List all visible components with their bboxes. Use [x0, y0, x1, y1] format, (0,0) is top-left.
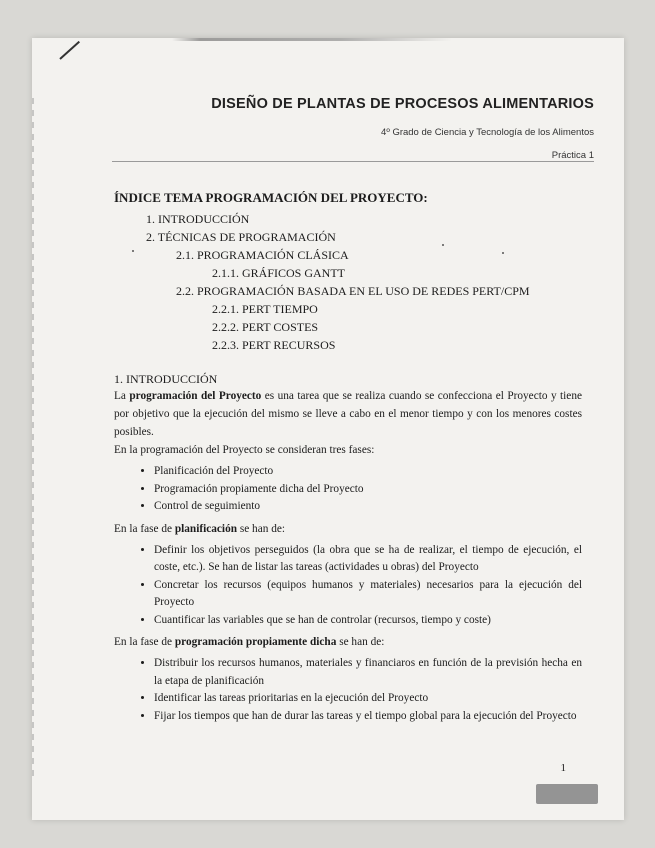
intro-paragraph: [114, 387, 582, 441]
scan-top-edge: [172, 38, 452, 41]
toc-item: 2. TÉCNICAS DE PROGRAMACIÓN: [146, 230, 336, 244]
programming-list: [114, 655, 582, 725]
planning-intro: [114, 520, 582, 538]
toc-item: 2.1. PROGRAMACIÓN CLÁSICA: [176, 248, 349, 262]
document-header: [211, 96, 594, 161]
course-title: DISEÑO DE PLANTAS DE PROCESOS ALIMENTARIOS: [211, 96, 594, 112]
list-item: • Definir los objetivos perseguidos (la obra que se ha de realizar, el tiempo de ejecución, el coste, etc.). Se han de listar las tareas (actividades u obras) del Proyecto: [154, 542, 582, 577]
document-page: [32, 38, 624, 820]
header-divider: [112, 161, 594, 162]
toc-title: ÍNDICE TEMA PROGRAMACIÓN DEL PROYECTO:: [114, 190, 428, 205]
list-item: • Programación propiamente dicha del Proyecto: [154, 481, 582, 499]
text-run: se han de:: [237, 522, 285, 535]
course-subtitle: 4º Grado de Ciencia y Tecnología de los Alimentos: [381, 127, 594, 138]
bold-term: programación del Proyecto: [129, 390, 262, 402]
list-item: • Cuantificar las variables que se han de controlar (recursos, tiempo y coste): [154, 612, 582, 630]
planning-list: [114, 542, 582, 630]
pen-check-mark: [59, 41, 80, 60]
list-item: • Distribuir los recursos humanos, materiales y financiaros en función de la previsión hecha en la etapa de planificación: [154, 655, 582, 690]
bold-term: planificación: [174, 522, 237, 535]
text-run: En la fase de: [114, 522, 175, 535]
section-heading: 1. INTRODUCCIÓN: [114, 372, 218, 386]
list-item: • Planificación del Proyecto: [154, 463, 582, 481]
list-item: • Concretar los recursos (equipos humanos y materiales) necesarios para la ejecución del Proyecto: [154, 577, 582, 612]
text-run: es una tarea que se realiza cuando se confecciona el Proyecto y tiene por objetivo que la ejecución del mismo se lleve a cabo en el menor tiempo y con los menores costes posibles.: [114, 390, 582, 438]
table-of-contents: [114, 190, 582, 354]
list-item: • Identificar las tareas prioritarias en la ejecución del Proyecto: [154, 690, 582, 708]
list-item: • Control de seguimiento: [154, 498, 582, 516]
text-run: La: [114, 390, 130, 402]
text-run: En la fase de: [114, 636, 175, 648]
document-body: [114, 190, 582, 729]
list-item: • Fijar los tiempos que han de durar las tareas y el tiempo global para la ejecución del Proyecto: [154, 708, 582, 726]
toc-item: 2.2. PROGRAMACIÓN BASADA EN EL USO DE REDES PERT/CPM: [176, 284, 530, 298]
toc-item: 1. INTRODUCCIÓN: [146, 212, 250, 226]
text-run: se han de:: [336, 636, 385, 648]
toc-item: 2.1.1. GRÁFICOS GANTT: [212, 266, 346, 280]
phases-list: [114, 463, 582, 516]
scan-left-edge: [32, 98, 34, 778]
programming-intro: [114, 633, 582, 651]
phases-intro: En la programación del Proyecto se consideran tres fases:: [114, 444, 375, 456]
practica-label: Práctica 1: [551, 150, 594, 161]
page-number: 1: [560, 762, 566, 774]
toc-item: 2.2.2. PERT COSTES: [212, 320, 319, 334]
toc-item: 2.2.1. PERT TIEMPO: [212, 302, 318, 316]
scan-smudge: [536, 784, 598, 804]
bold-term: programación propiamente dicha: [174, 636, 337, 648]
toc-item: 2.2.3. PERT RECURSOS: [212, 338, 336, 352]
